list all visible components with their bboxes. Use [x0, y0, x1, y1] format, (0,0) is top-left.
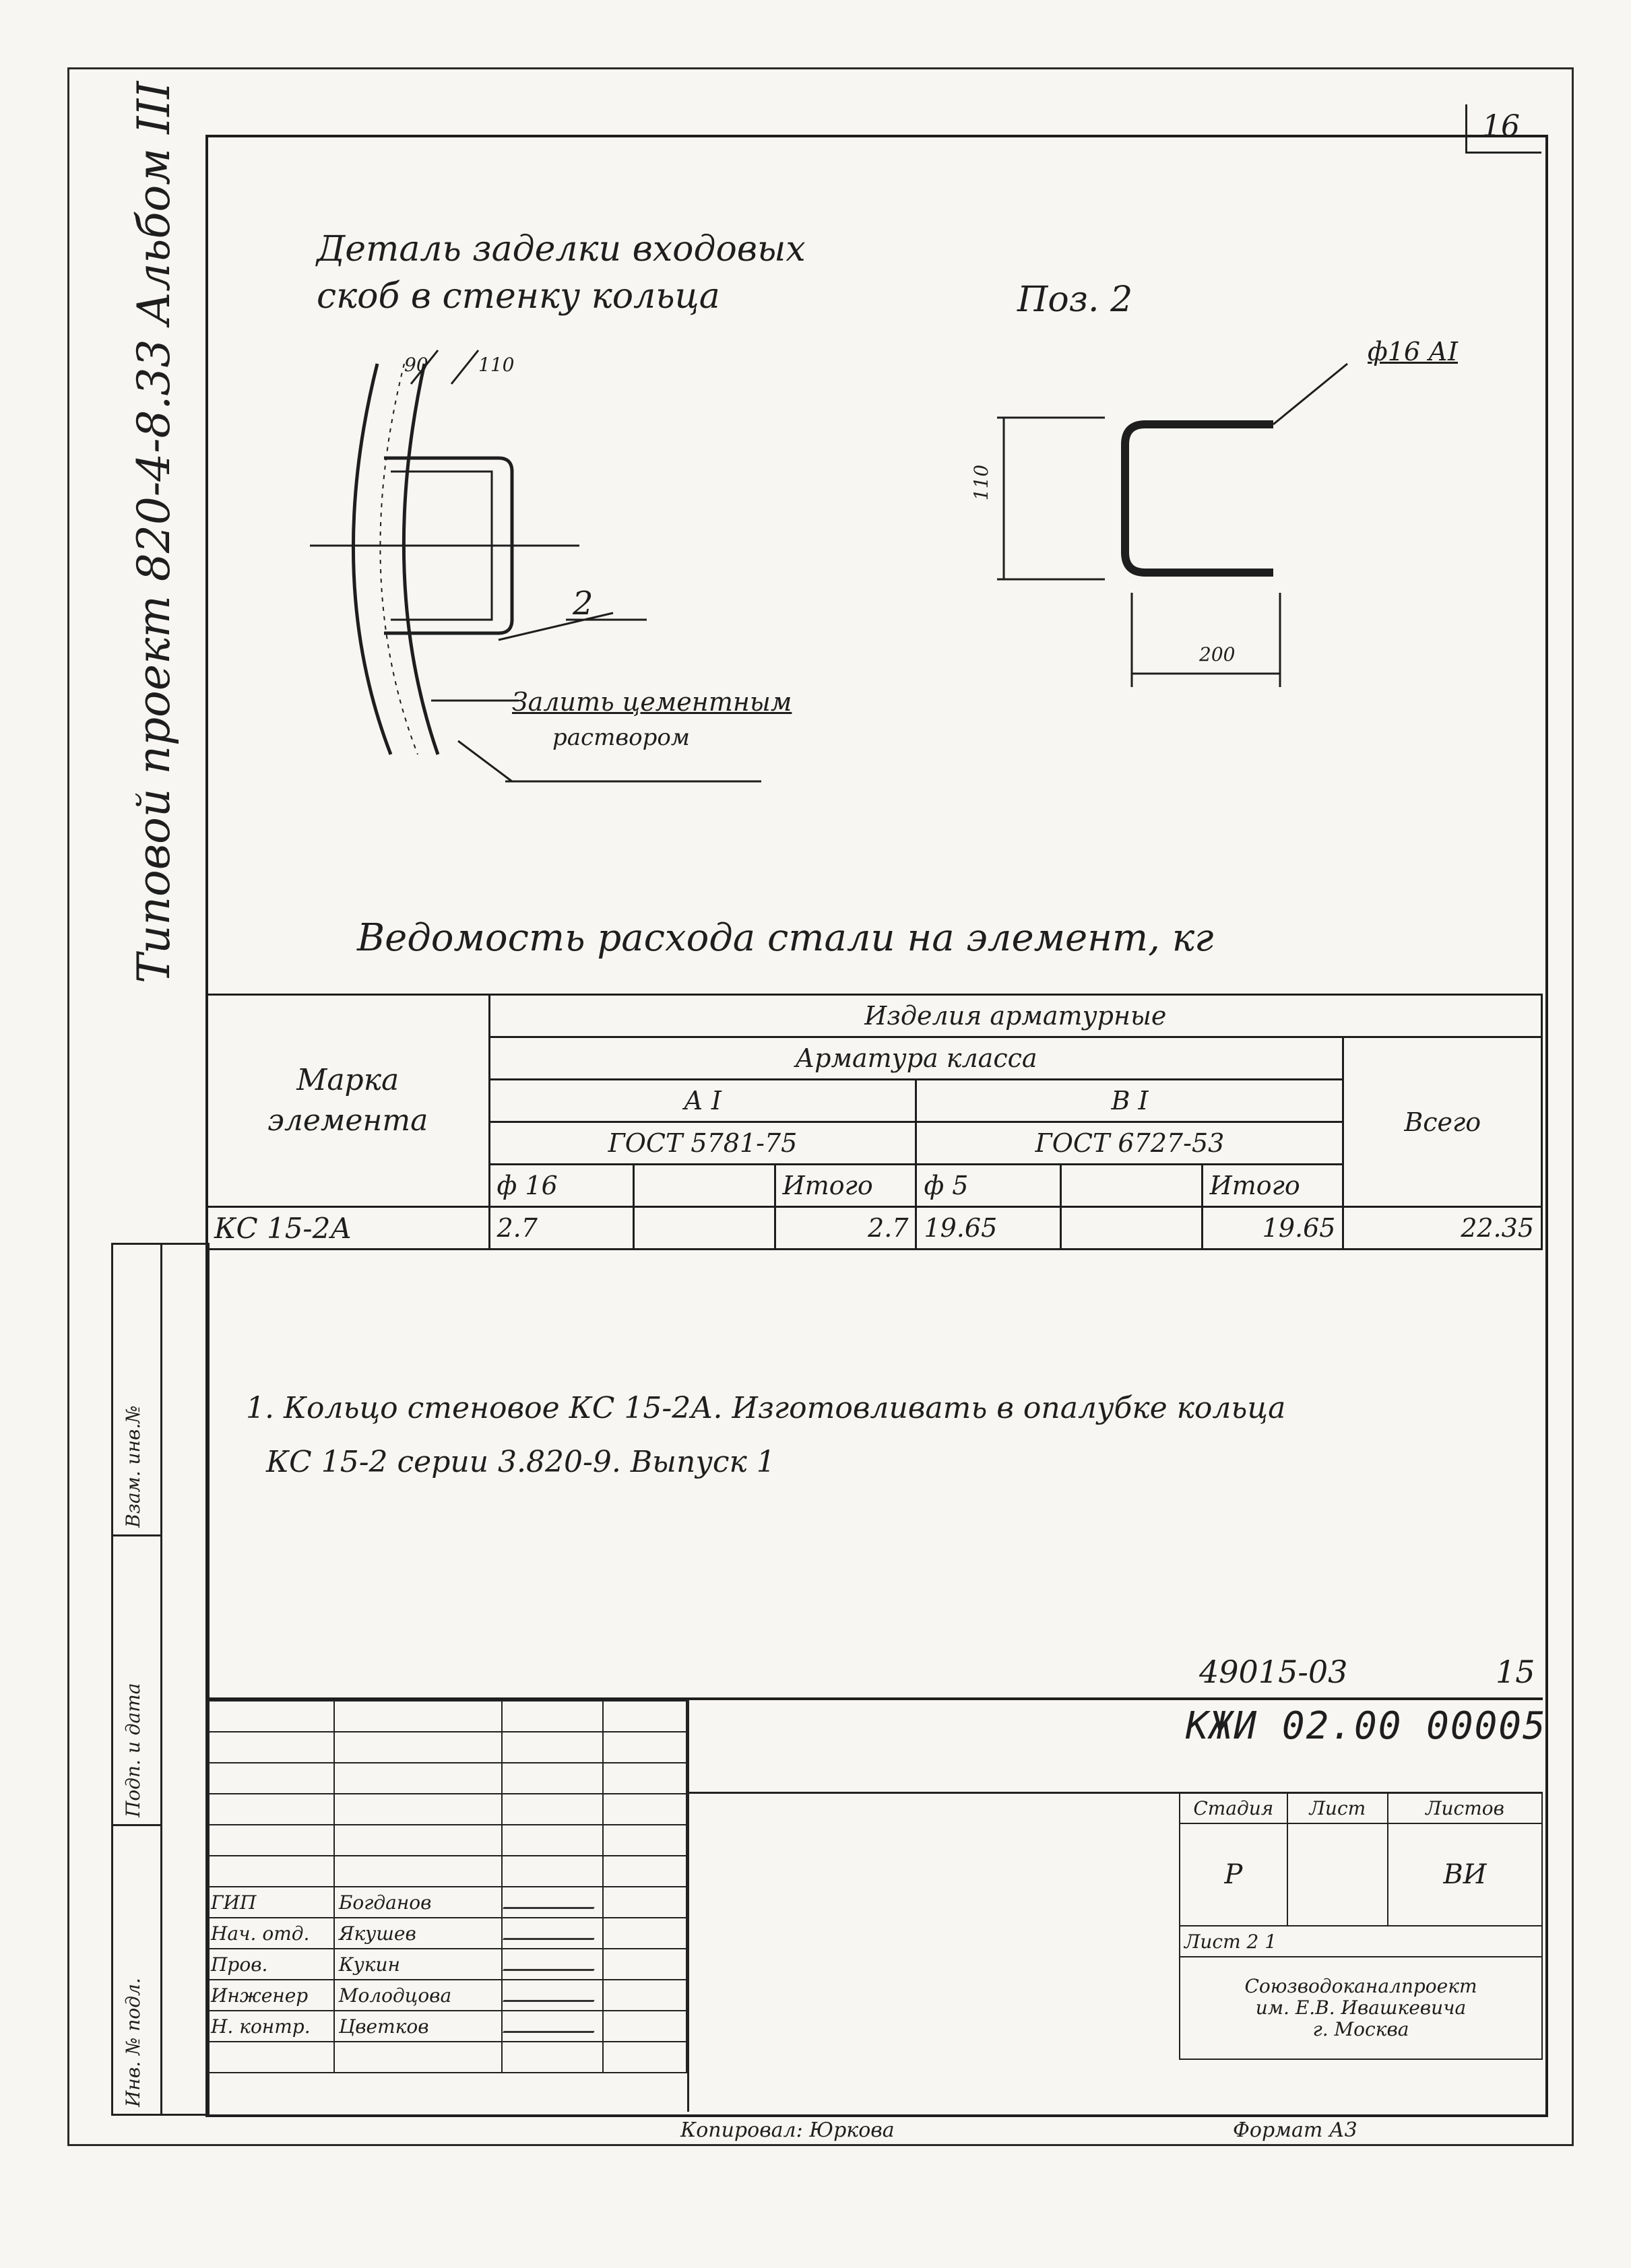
header-total: Всего	[1343, 1037, 1542, 1207]
institute-line-2: им. Е.В. Ивашкевича	[1255, 1997, 1467, 2019]
role-row	[206, 1887, 686, 1918]
sheets-value: ВИ	[1388, 1823, 1542, 1926]
signature-grid	[205, 1700, 687, 2073]
row-d5: 19.65	[916, 1207, 1061, 1250]
position-label: Поз. 2	[1017, 280, 1133, 320]
side-cell-vzam: Взам. инв.№	[113, 1245, 160, 1536]
position-callout: 2	[573, 585, 594, 622]
sub-itogo-2: Итого	[1202, 1165, 1343, 1207]
side-title: Типовой проект 820-4-8.33 Альбом III	[128, 81, 180, 983]
role-name: Богданов	[334, 1887, 503, 1918]
row-mark: КС 15-2А	[207, 1207, 490, 1250]
header-bi: В I	[916, 1080, 1343, 1122]
stage-table	[1179, 1792, 1543, 2060]
dim-110: 110	[478, 354, 515, 376]
institute	[1180, 1957, 1542, 2059]
sub-d16: ф 16	[489, 1165, 634, 1207]
header-gost-2: ГОСТ 6727-53	[916, 1122, 1343, 1165]
col-sheets: Листов	[1388, 1792, 1542, 1823]
col-stage: Стадия	[1180, 1792, 1287, 1823]
document-code: КЖИ 02.00 00005	[1186, 1704, 1547, 1748]
steel-table	[205, 994, 1543, 1250]
note-line-2: КС 15-2 серии 3.820-9. Выпуск 1	[266, 1445, 775, 1479]
ring-outer-arc	[353, 364, 391, 754]
row-total: 22.35	[1343, 1207, 1542, 1250]
dim-height: 110	[970, 464, 993, 501]
institute-line-3: г. Москва	[1312, 2018, 1409, 2040]
sheet-number: 16	[1482, 109, 1520, 143]
paper-format: Формат А3	[1233, 2118, 1357, 2142]
side-cell-podp: Подп. и дата	[113, 1534, 160, 1826]
side-cell-inv: Инв. № подл.	[122, 1978, 144, 2107]
role-row: Пров. Кукин	[206, 1949, 686, 1980]
signature	[502, 1949, 602, 1980]
grout-note-1: Залить цементным	[512, 687, 792, 717]
table-title: Ведомость расхода стали на элемент, кг	[357, 916, 1214, 960]
sub-itogo-1: Итого	[775, 1165, 916, 1207]
bar-spec: ф16 АI	[1368, 337, 1458, 366]
header-ai: А I	[489, 1080, 916, 1122]
header-mark: Марка элемента	[207, 995, 490, 1207]
ring-inner-arc	[404, 364, 438, 754]
sheet-small: 15	[1496, 1654, 1535, 1690]
sub-d5: ф 5	[916, 1165, 1061, 1207]
grout-note-2: раствором	[552, 724, 690, 751]
row-d16: 2.7	[489, 1207, 634, 1250]
signature	[502, 2011, 602, 2042]
col-sheet: Лист	[1287, 1792, 1388, 1823]
role-row: Н. контр. Цветков	[206, 2011, 686, 2042]
copied-by: Копировал: Юркова	[680, 2118, 895, 2142]
side-approval-table	[111, 1243, 210, 2116]
role-row: Нач. отд. Якушев	[206, 1918, 686, 1949]
row-itogo-2: 19.65	[1202, 1207, 1343, 1250]
signature	[502, 1887, 602, 1918]
bar-shape	[1125, 424, 1273, 573]
row-itogo-1: 2.7	[775, 1207, 916, 1250]
detail-title-1: Деталь заделки входовых	[317, 229, 806, 269]
header-products: Изделия арматурные	[489, 995, 1542, 1037]
sheet-line: Лист 2 1	[1180, 1926, 1542, 1957]
institute-line-1: Союзводоканалпроект	[1244, 1975, 1477, 1997]
role-row: Инженер Молодцова	[206, 1980, 686, 2011]
grout-leader	[458, 741, 512, 781]
header-gost-1: ГОСТ 5781-75	[489, 1122, 916, 1165]
position-drawing	[930, 350, 1401, 727]
note-line-1: 1. Кольцо стеновое КС 15-2А. Изготовливать в опалубке кольца	[246, 1391, 1286, 1425]
project-code: 49015-03	[1199, 1654, 1348, 1690]
dim-90: 90	[404, 354, 428, 376]
dim-width: 200	[1199, 643, 1236, 666]
bar-leader	[1273, 364, 1347, 424]
detail-title-2: скоб в стенку кольца	[317, 276, 720, 317]
role: ГИП	[206, 1887, 334, 1918]
table-row	[207, 1207, 1542, 1250]
header-class: Арматура класса	[489, 1037, 1343, 1080]
stage-value: Р	[1180, 1823, 1287, 1926]
signature	[502, 1918, 602, 1949]
signature	[502, 1980, 602, 2011]
